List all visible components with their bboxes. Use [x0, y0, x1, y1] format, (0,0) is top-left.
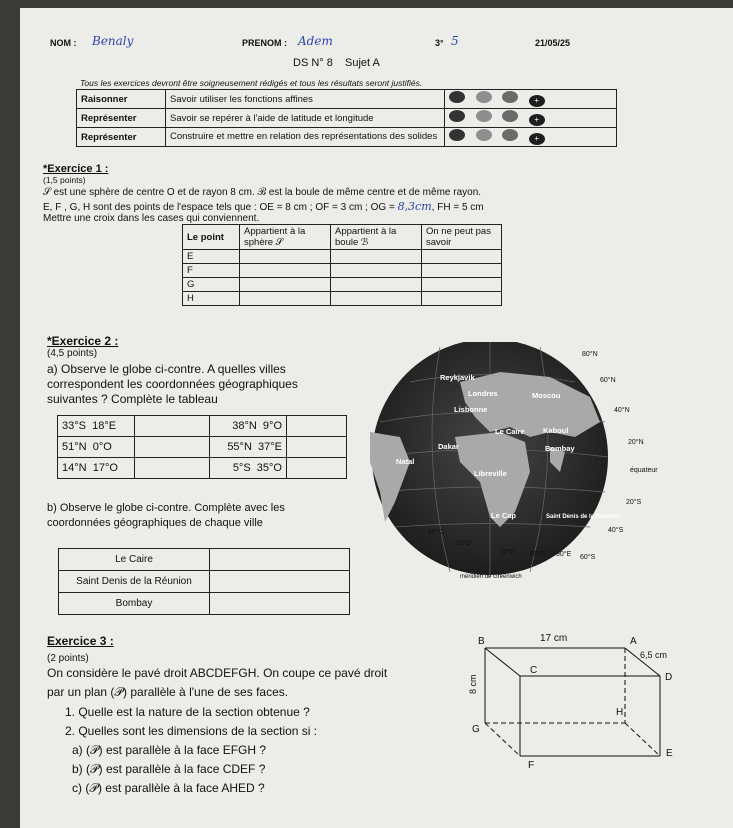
lat-label: 80°N: [582, 351, 598, 358]
ex2-qb-line2: coordonnées géographiques de chaque ville: [47, 517, 263, 529]
answer-cell[interactable]: [287, 437, 347, 458]
level-plus-dot: +: [529, 95, 545, 107]
answer-cell[interactable]: [331, 264, 422, 278]
coord-lon: 9°O: [262, 420, 282, 432]
ex1-header-row: [183, 225, 502, 250]
coord-cell: [58, 458, 135, 479]
answer-cell[interactable]: [135, 416, 210, 437]
lat-label: 60°N: [600, 377, 616, 384]
lat-label: 20°N: [628, 439, 644, 446]
competence-desc: Savoir se repérer à l'aide de latitude et longitude: [166, 109, 445, 128]
answer-cell[interactable]: [135, 437, 210, 458]
answer-cell[interactable]: [331, 278, 422, 292]
table-row: [183, 292, 502, 306]
answer-cell[interactable]: [210, 549, 350, 571]
competence-name: Raisonner: [77, 90, 166, 109]
table-row: [59, 593, 350, 615]
coord-lat: 33°S: [62, 420, 86, 432]
level-dot: [449, 91, 465, 103]
ex2-qb-line1: b) Observe le globe ci-contre. Complète avec les: [47, 502, 285, 514]
ex1-instruction: Mettre une croix dans les cases qui conviennent.: [43, 213, 260, 224]
lon-label: 60°O: [428, 529, 445, 536]
table-row: [59, 571, 350, 593]
nom-label: NOM :: [50, 38, 77, 48]
header-cell: Le point: [183, 225, 240, 250]
length-label: 8 cm: [468, 674, 478, 694]
city-label: Libreville: [474, 469, 507, 478]
class-value: 5: [451, 34, 459, 48]
date: 21/05/25: [535, 38, 571, 48]
level-plus-dot: +: [529, 114, 545, 126]
coord-cell: [210, 437, 287, 458]
vertex-label: C: [530, 665, 538, 676]
answer-cell[interactable]: [240, 292, 331, 306]
competence-row: [77, 109, 617, 128]
competence-dots: [445, 90, 617, 109]
lon-label: 90°E: [556, 551, 572, 558]
ex1-line2-text: E, F , G, H sont des points de l'espace tels que : OE = 8 cm ; OF = 3 cm ; OG =: [43, 202, 395, 213]
ex1-line1: 𝒮 est une sphère de centre O et de rayon 8 cm. ℬ est la boule de même centre et de même rayon.: [43, 187, 482, 198]
header-cell: Appartient à la boule ℬ: [331, 225, 422, 250]
city-label: Natal: [396, 457, 415, 466]
ex2-title: *Exercice 2 :: [47, 334, 119, 348]
vertex-label: A: [630, 636, 637, 647]
coord-lat: 14°N: [62, 462, 87, 474]
ex2-points: (4,5 points): [47, 348, 98, 359]
answer-cell[interactable]: [240, 278, 331, 292]
city-label: Bombay: [545, 444, 575, 453]
table-row: [59, 549, 350, 571]
coord-lon: 17°O: [92, 462, 118, 474]
lat-label: équateur: [630, 467, 658, 474]
lat-label: 40°S: [608, 527, 624, 534]
coord-cell: [210, 458, 287, 479]
coord-lat: 55°N: [227, 441, 252, 453]
coord-lon: 35°O: [256, 462, 282, 474]
ex1-table: [182, 224, 502, 306]
lat-label: 20°S: [626, 499, 642, 506]
lat-label: 60°S: [580, 554, 596, 561]
ex2-qa-line3: suivantes ? Complète le tableau: [47, 392, 218, 406]
ex2-qa-line1: a) Observe le globe ci-contre. A quelles villes: [47, 362, 286, 376]
point-cell: F: [183, 264, 240, 278]
answer-cell[interactable]: [422, 250, 502, 264]
length-label: 17 cm: [540, 633, 568, 644]
nom-value: Benaly: [92, 34, 134, 48]
table-row: [183, 278, 502, 292]
answer-cell[interactable]: [422, 264, 502, 278]
ex1-points: (1,5 points): [43, 175, 86, 185]
coord-cell: [58, 416, 135, 437]
city-label: Londres: [468, 389, 498, 398]
globe-figure: [350, 342, 660, 592]
vertex-label: G: [472, 724, 480, 735]
point-cell: G: [183, 278, 240, 292]
ex3-intro2: par un plan (𝒫) parallèle à l'une de ses faces.: [47, 685, 289, 699]
meridian-label: méridien de Greenwich: [460, 574, 522, 580]
lon-label: 30°E: [500, 549, 516, 556]
level-dot: [476, 110, 492, 122]
table-row: [58, 458, 347, 479]
city-label: Kaboul: [543, 426, 569, 435]
competence-name: Représenter: [77, 128, 166, 147]
answer-cell[interactable]: [210, 593, 350, 615]
ex1-title: *Exercice 1 :: [43, 163, 109, 175]
coords-table: [57, 415, 347, 479]
cuboid-figure: [460, 628, 700, 768]
ex3-q1: 1. Quelle est la nature de la section obtenue ?: [65, 705, 310, 719]
table-row: [183, 250, 502, 264]
ex1-line2-fh: FH = 5 cm: [437, 202, 484, 213]
city-label: Dakar: [438, 442, 459, 451]
level-plus-dot: +: [529, 133, 545, 145]
sujet: Sujet A: [345, 57, 380, 69]
competence-desc: Savoir utiliser les fonctions affines: [166, 90, 445, 109]
ex3-q2: 2. Quelles sont les dimensions de la section si :: [65, 724, 318, 738]
lon-label: 30°O: [455, 540, 472, 547]
ex2-qa-line2: correspondent les coordonnées géographiques: [47, 377, 298, 391]
competence-row: [77, 90, 617, 109]
table-row: [58, 416, 347, 437]
point-cell: H: [183, 292, 240, 306]
table-row: [183, 264, 502, 278]
city-label: Reykjavik: [440, 373, 475, 382]
coord-lat: 51°N: [62, 441, 87, 453]
header-cell: On ne peut pas savoir: [422, 225, 502, 250]
prenom-label: PRENOM :: [242, 38, 287, 48]
ex1-line2: E, F , G, H sont des points de l'espace tels que : OE = 8 cm ; OF = 3 cm ; OG = 8,3cm, FH = 5 cm: [43, 200, 484, 213]
coord-lat: 5°S: [232, 462, 251, 474]
coord-lon: 18°E: [92, 420, 117, 432]
answer-cell[interactable]: [422, 292, 502, 306]
city-cell: Bombay: [59, 593, 210, 615]
city-cell: Saint Denis de la Réunion: [59, 571, 210, 593]
vertex-label: F: [528, 760, 535, 768]
coord-lat: 38°N: [232, 420, 257, 432]
competence-dots: [445, 109, 617, 128]
level-dot: [502, 129, 518, 141]
coord-cell: [58, 437, 135, 458]
ex3-qb: b) (𝒫) est parallèle à la face CDEF ?: [72, 762, 266, 776]
vertex-label: H: [616, 707, 624, 718]
answer-cell[interactable]: [240, 250, 331, 264]
ex3-qa: a) (𝒫) est parallèle à la face EFGH ?: [72, 743, 267, 757]
level-dot: [449, 110, 465, 122]
answer-cell[interactable]: [210, 571, 350, 593]
vertex-label: B: [478, 636, 485, 647]
competence-row: [77, 128, 617, 147]
competence-dots: [445, 128, 617, 147]
coord-lon: 37°E: [258, 441, 282, 453]
point-cell: E: [183, 250, 240, 264]
instructions: Tous les exercices devront être soigneusement rédigés et tous les résultats seront justifiés.: [80, 78, 423, 88]
vertex-label: D: [665, 672, 673, 683]
city-label: Lisbonne: [454, 405, 488, 414]
answer-cell[interactable]: [422, 278, 502, 292]
ex1-og-answer: 8,3cm: [397, 200, 432, 213]
city-label: Moscou: [532, 391, 561, 400]
header-cell: Appartient à la sphère 𝒮: [240, 225, 331, 250]
answer-cell[interactable]: [135, 458, 210, 479]
city-label: Le Caire: [495, 427, 525, 436]
city-label: Saint Denis de la Réunion: [546, 514, 620, 520]
competence-table: [76, 89, 617, 147]
exam-sheet: [20, 8, 733, 828]
lon-label: 60°E: [530, 551, 546, 558]
level-dot: [476, 91, 492, 103]
prenom-value: Adem: [298, 34, 333, 48]
ex3-title: Exercice 3 :: [47, 634, 114, 648]
ex3-intro1: On considère le pavé droit ABCDEFGH. On coupe ce pavé droit: [47, 666, 388, 680]
ex3-points: (2 points): [47, 653, 89, 664]
vertex-label: E: [666, 748, 673, 759]
answer-cell[interactable]: [287, 416, 347, 437]
city-cell: Le Caire: [59, 549, 210, 571]
level-dot: [476, 129, 492, 141]
level-dot: [502, 91, 518, 103]
coord-lon: 0°O: [92, 441, 112, 453]
city-label: Le Cap: [491, 511, 517, 520]
length-label: 6,5 cm: [640, 650, 668, 660]
cities-table: [58, 548, 350, 615]
level-dot: [502, 110, 518, 122]
ds-number: DS N° 8: [293, 57, 333, 69]
ex3-qc: c) (𝒫) est parallèle à la face AHED ?: [72, 781, 265, 795]
answer-cell[interactable]: [287, 458, 347, 479]
answer-cell[interactable]: [240, 264, 331, 278]
level-dot: [449, 129, 465, 141]
lat-label: 40°N: [614, 407, 630, 414]
competence-name: Représenter: [77, 109, 166, 128]
competence-desc: Construire et mettre en relation des représentations des solides: [166, 128, 445, 147]
coord-cell: [210, 416, 287, 437]
table-row: [58, 437, 347, 458]
answer-cell[interactable]: [331, 250, 422, 264]
class-label: 3°: [435, 38, 444, 48]
answer-cell[interactable]: [331, 292, 422, 306]
